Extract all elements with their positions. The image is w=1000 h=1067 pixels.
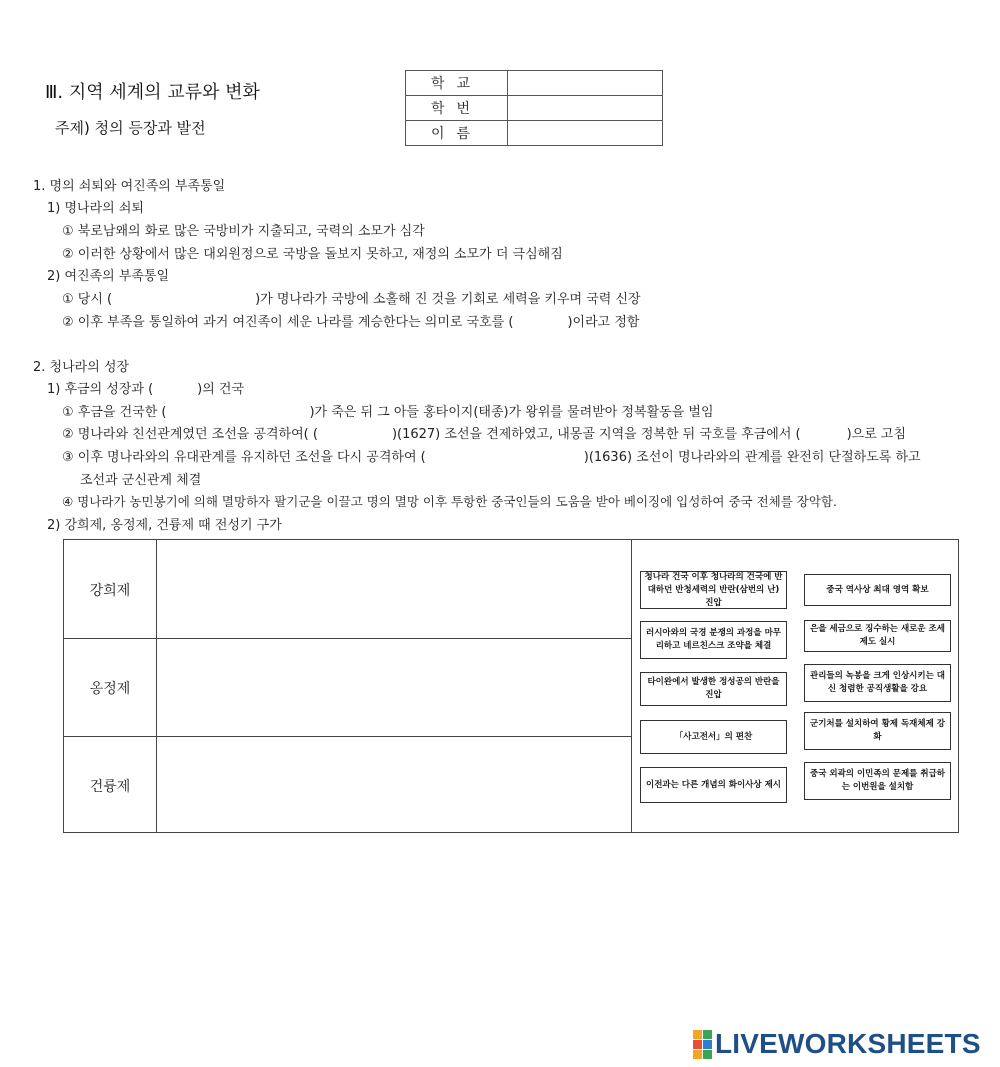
logo-tile bbox=[693, 1030, 702, 1039]
emperor-matching-table bbox=[63, 539, 959, 833]
text-segment: )으로 고침 bbox=[846, 427, 907, 442]
logo-tile bbox=[703, 1030, 712, 1039]
section1-sub1: 1) 명나라의 쇠퇴 bbox=[47, 201, 144, 216]
school-field[interactable] bbox=[508, 71, 663, 96]
worksheet-subtitle: 주제) 청의 등장과 발전 bbox=[55, 119, 206, 137]
student-number-field[interactable] bbox=[508, 96, 663, 121]
logo-tile bbox=[693, 1040, 702, 1049]
draggable-card[interactable]: 이전과는 다른 개념의 화이사상 제시 bbox=[640, 767, 787, 803]
kangxi-drop-zone[interactable] bbox=[157, 540, 630, 637]
column-divider bbox=[631, 540, 632, 832]
row-label-yongzheng: 옹정제 bbox=[89, 681, 131, 697]
text-segment: ② 이후 부족을 통일하여 과거 여진족이 세운 나라를 계승한다는 의미로 국호를 ( bbox=[62, 315, 514, 330]
text-segment: )가 죽은 뒤 그 아들 홍타이지(태종)가 왕위를 물려받아 정복활동을 벌임 bbox=[309, 405, 714, 420]
text-segment: )가 명나라가 국방에 소홀해 진 것을 기회로 세력을 키우며 국력 신장 bbox=[255, 292, 641, 307]
name-label: 이름 bbox=[406, 121, 508, 146]
section1-sub2-item1 bbox=[62, 288, 641, 307]
school-label: 학교 bbox=[406, 71, 508, 96]
text-segment: )(1636) 조선이 명나라와의 관계를 완전히 단절하도록 하고 bbox=[583, 450, 921, 465]
draggable-card[interactable]: 관리들의 녹봉을 크게 인상시키는 대신 청렴한 공직생활을 강요 bbox=[804, 664, 951, 702]
student-info-table bbox=[405, 70, 663, 146]
text-segment: ① 당시 ( bbox=[62, 292, 113, 307]
text-segment: )의 건국 bbox=[197, 382, 245, 397]
draggable-card[interactable]: 중국 외곽의 이민족의 문제를 취급하는 이번원을 설치함 bbox=[804, 762, 951, 800]
draggable-card[interactable]: 청나라 건국 이후 청나라의 건국에 반대하던 반청세력의 반란(삼번의 난) 진압 bbox=[640, 571, 787, 609]
draggable-card[interactable]: 러시아와의 국경 분쟁의 과정을 마무리하고 네르친스크 조약을 체결 bbox=[640, 621, 787, 659]
section2-sub2: 2) 강희제, 옹정제, 건륭제 때 전성기 구가 bbox=[47, 518, 282, 533]
draggable-card[interactable]: 「사고전서」의 편찬 bbox=[640, 720, 787, 754]
logo-text: LIVEWORKSHEETS bbox=[715, 1028, 981, 1059]
logo-tile bbox=[693, 1050, 702, 1059]
name-field[interactable] bbox=[508, 121, 663, 146]
text-segment: )이라고 정함 bbox=[567, 315, 640, 330]
draggable-card[interactable]: 군기처를 설치하여 황제 독재체제 강화 bbox=[804, 712, 951, 750]
worksheet-title: Ⅲ. 지역 세계의 교류와 변화 bbox=[45, 82, 260, 103]
draggable-card[interactable]: 은을 세금으로 징수하는 새로운 조세제도 실시 bbox=[804, 620, 951, 652]
text-segment: ③ 이후 명나라와의 유대관계를 유지하던 조선을 다시 공격하여 ( bbox=[62, 450, 426, 465]
section1-heading: 1. 명의 쇠퇴와 여진족의 부족통일 bbox=[33, 179, 226, 194]
section1-sub2: 2) 여진족의 부족통일 bbox=[47, 269, 170, 284]
row-label-qianlong: 건륭제 bbox=[89, 779, 131, 795]
section2-item4: ④ 명나라가 농민봉기에 의해 멸망하자 팔기군을 이끌고 명의 멸망 이후 투항한 중국인들의 도움을 받아 베이징에 입성하여 중국 전체를 장악함. bbox=[62, 494, 837, 509]
row-label-kangxi: 강희제 bbox=[89, 583, 131, 599]
logo-tiles-icon bbox=[693, 1030, 712, 1059]
student-number-label: 학번 bbox=[406, 96, 508, 121]
section2-item1 bbox=[62, 401, 714, 420]
section2-sub1 bbox=[47, 378, 244, 397]
liveworksheets-logo bbox=[693, 1028, 981, 1060]
text-segment: )(1627) 조선을 견제하였고, 내몽골 지역을 정복한 뒤 국호를 후금에서 ( bbox=[391, 427, 801, 442]
section1-sub1-item2: ② 이러한 상황에서 많은 대외원정으로 국방을 돌보지 못하고, 재정의 소모가 더 극심해짐 bbox=[62, 247, 563, 262]
section2-item3 bbox=[62, 446, 921, 465]
qianlong-drop-zone[interactable] bbox=[157, 737, 630, 832]
text-segment: 1) 후금의 성장과 ( bbox=[47, 382, 154, 397]
text-segment: ① 후금을 건국한 ( bbox=[62, 405, 167, 420]
draggable-card[interactable]: 타이완에서 발생한 정성공의 반란을 진압 bbox=[640, 672, 787, 706]
section2-item2 bbox=[62, 423, 906, 442]
draggable-card[interactable]: 중국 역사상 최대 영역 확보 bbox=[804, 574, 951, 606]
section2-heading: 2. 청나라의 성장 bbox=[33, 360, 130, 375]
yongzheng-drop-zone[interactable] bbox=[157, 639, 630, 735]
logo-tile bbox=[703, 1040, 712, 1049]
section2-item3-cont: 조선과 군신관계 체결 bbox=[80, 473, 202, 488]
logo-tile bbox=[703, 1050, 712, 1059]
section1-sub1-item1: ① 북로남왜의 화로 많은 국방비가 지출되고, 국력의 소모가 심각 bbox=[62, 224, 425, 239]
section1-sub2-item2 bbox=[62, 311, 639, 330]
text-segment: ② 명나라와 친선관계였던 조선을 공격하여( ( bbox=[62, 427, 318, 442]
